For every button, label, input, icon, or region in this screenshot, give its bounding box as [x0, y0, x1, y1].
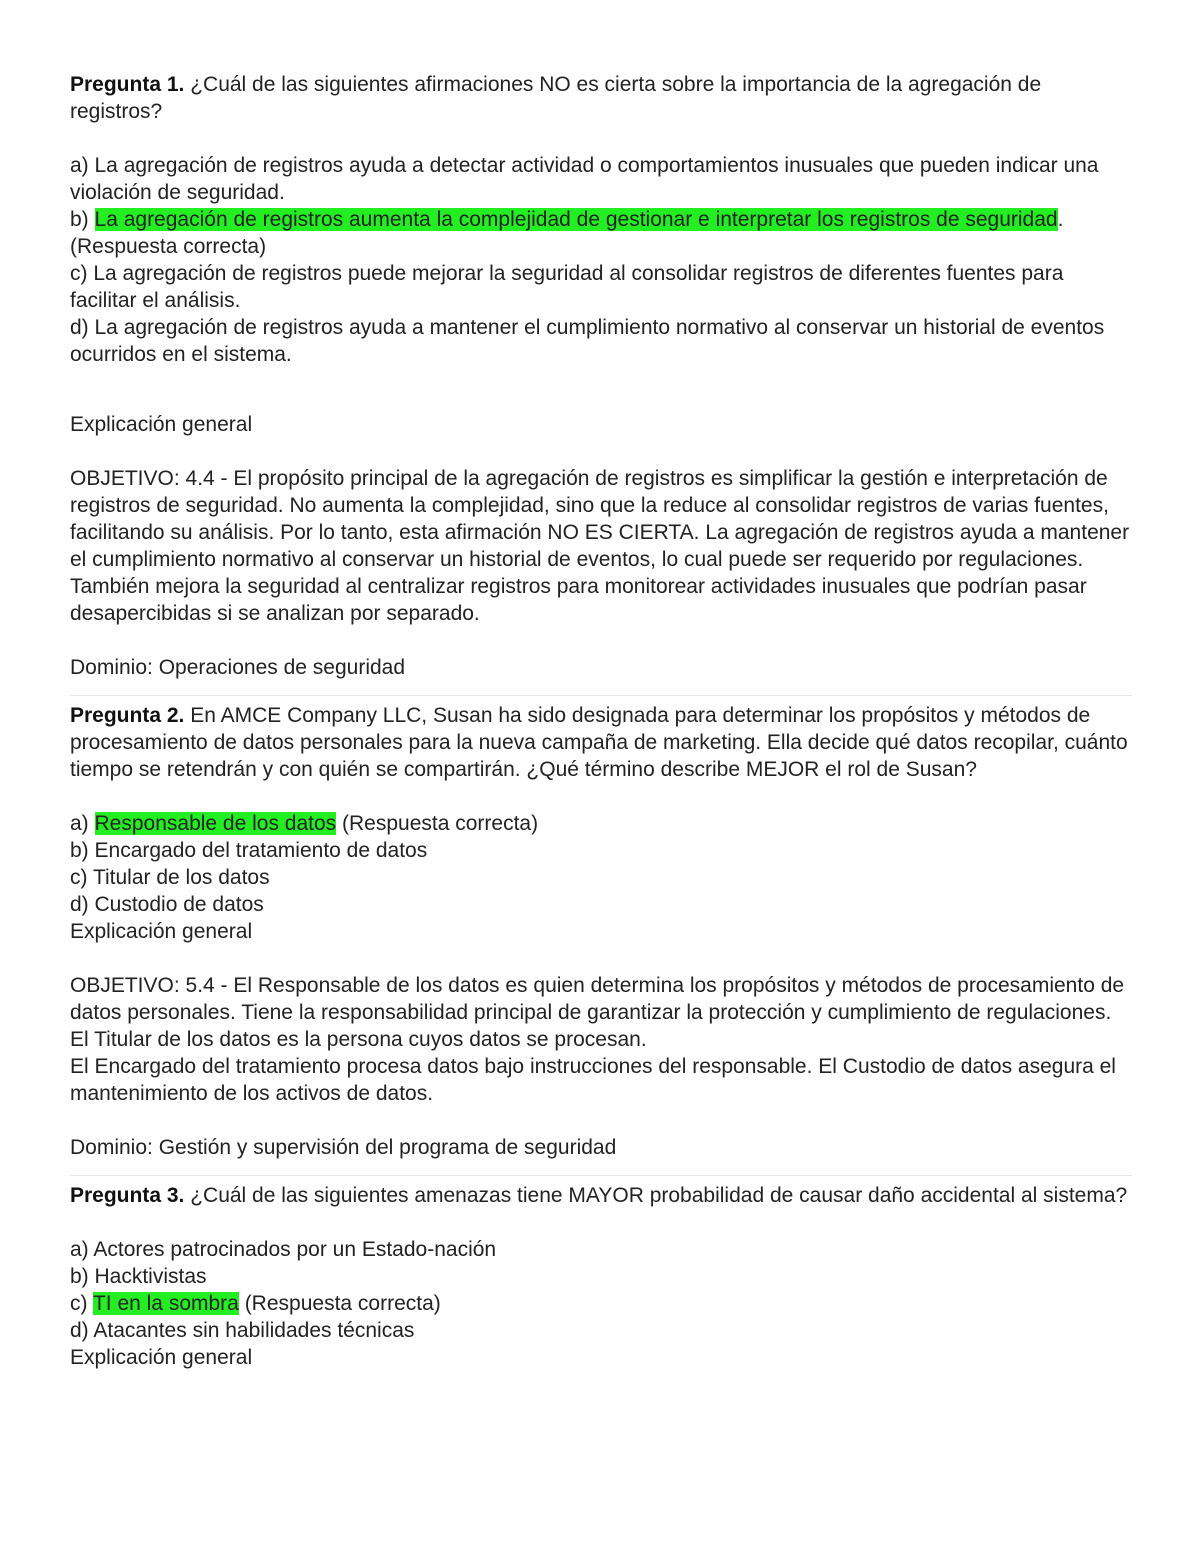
q1-explanation-text: OBJETIVO: 4.4 - El propósito principal de la agregación de registros es simplificar la gestión e interpretación de registros de seguridad. No aumenta la complejidad, sino que la reduce al consolidar registros de varias fuentes, facilitando su análisis. Por lo tanto, esta afirmación NO ES CIERTA. La agregación de registros ayuda a mantener el cumplimiento normativo al conservar un historial de eventos, lo cual puede ser requerido por regulaciones. También mejora la seguridad al centralizar registros para monitorear actividades inusuales que podrían pasar desapercibidas si se analizan por separado. [70, 467, 1130, 625]
q2-option-a [70, 810, 1132, 837]
q1-option-b-suffix: . (Respuesta correcta) [70, 208, 1064, 258]
q2-explanation-text-1: OBJETIVO: 5.4 - El Responsable de los datos es quien determina los propósitos y métodos de procesamiento de datos personales. Tiene la responsabilidad principal de garantizar la protección y cumplimiento de regulaciones. El Titular de los datos es la persona cuyos datos se procesan. [70, 974, 1125, 1051]
divider [70, 1175, 1132, 1176]
q1-domain: Dominio: Operaciones de seguridad [70, 656, 406, 679]
q1-explanation-title: Explicación general [70, 413, 253, 436]
question-2-text: En AMCE Company LLC, Susan ha sido designada para determinar los propósitos y métodos de procesamiento de datos personales para la nueva campaña de marketing. Ella decide qué datos recopilar, cuánto tiempo se retendrán y con quién se compartirán. ¿Qué término describe MEJOR el rol de Susan? [70, 704, 1128, 781]
q1-option-a: a) La agregación de registros ayuda a detectar actividad o comportamientos inusuales que pueden indicar una violación de seguridad. [70, 154, 1099, 204]
q3-option-c [70, 1290, 1132, 1317]
question-1-text: ¿Cuál de las siguientes afirmaciones NO es cierta sobre la importancia de la agregación de registros? [70, 73, 1042, 123]
question-3-text: ¿Cuál de las siguientes amenazas tiene MAYOR probabilidad de causar daño accidental al sistema? [184, 1184, 1128, 1207]
question-2-label: Pregunta 2. [70, 704, 185, 727]
q3-option-c-prefix: c) [70, 1292, 93, 1315]
question-3 [70, 1182, 1132, 1209]
q3-option-b: b) Hacktivistas [70, 1265, 207, 1288]
q2-explanation-title: Explicación general [70, 920, 253, 943]
question-1-label: Pregunta 1. [70, 73, 185, 96]
q3-option-a: a) Actores patrocinados por un Estado-nación [70, 1238, 497, 1261]
q1-option-b [70, 206, 1132, 260]
divider [70, 695, 1132, 696]
q1-correct-answer-highlight: La agregación de registros aumenta la complejidad de gestionar e interpretar los registros de seguridad [94, 208, 1058, 231]
document-page [70, 71, 1132, 1371]
q1-option-b-prefix: b) [70, 208, 95, 231]
question-3-label: Pregunta 3. [70, 1184, 185, 1207]
q3-correct-answer-highlight: TI en la sombra [92, 1292, 239, 1315]
q2-option-a-prefix: a) [70, 812, 95, 835]
q2-option-d: d) Custodio de datos [70, 893, 264, 916]
q2-option-a-suffix: (Respuesta correcta) [336, 812, 539, 835]
question-1 [70, 71, 1132, 125]
q2-explanation-text-2: El Encargado del tratamiento procesa datos bajo instrucciones del responsable. El Custodio de datos asegura el mantenimiento de los activos de datos. [70, 1055, 1116, 1105]
q2-domain: Dominio: Gestión y supervisión del programa de seguridad [70, 1136, 617, 1159]
q3-option-c-suffix: (Respuesta correcta) [238, 1292, 441, 1315]
q2-option-c: c) Titular de los datos [70, 866, 270, 889]
q2-option-b: b) Encargado del tratamiento de datos [70, 839, 428, 862]
q3-explanation-title: Explicación general [70, 1346, 253, 1369]
q1-option-d: d) La agregación de registros ayuda a mantener el cumplimiento normativo al conservar un historial de eventos ocurridos en el sistema. [70, 316, 1105, 366]
question-2 [70, 702, 1132, 783]
q1-option-c: c) La agregación de registros puede mejorar la seguridad al consolidar registros de diferentes fuentes para facilitar el análisis. [70, 262, 1064, 312]
q2-correct-answer-highlight: Responsable de los datos [94, 812, 337, 835]
q3-option-d: d) Atacantes sin habilidades técnicas [70, 1319, 415, 1342]
